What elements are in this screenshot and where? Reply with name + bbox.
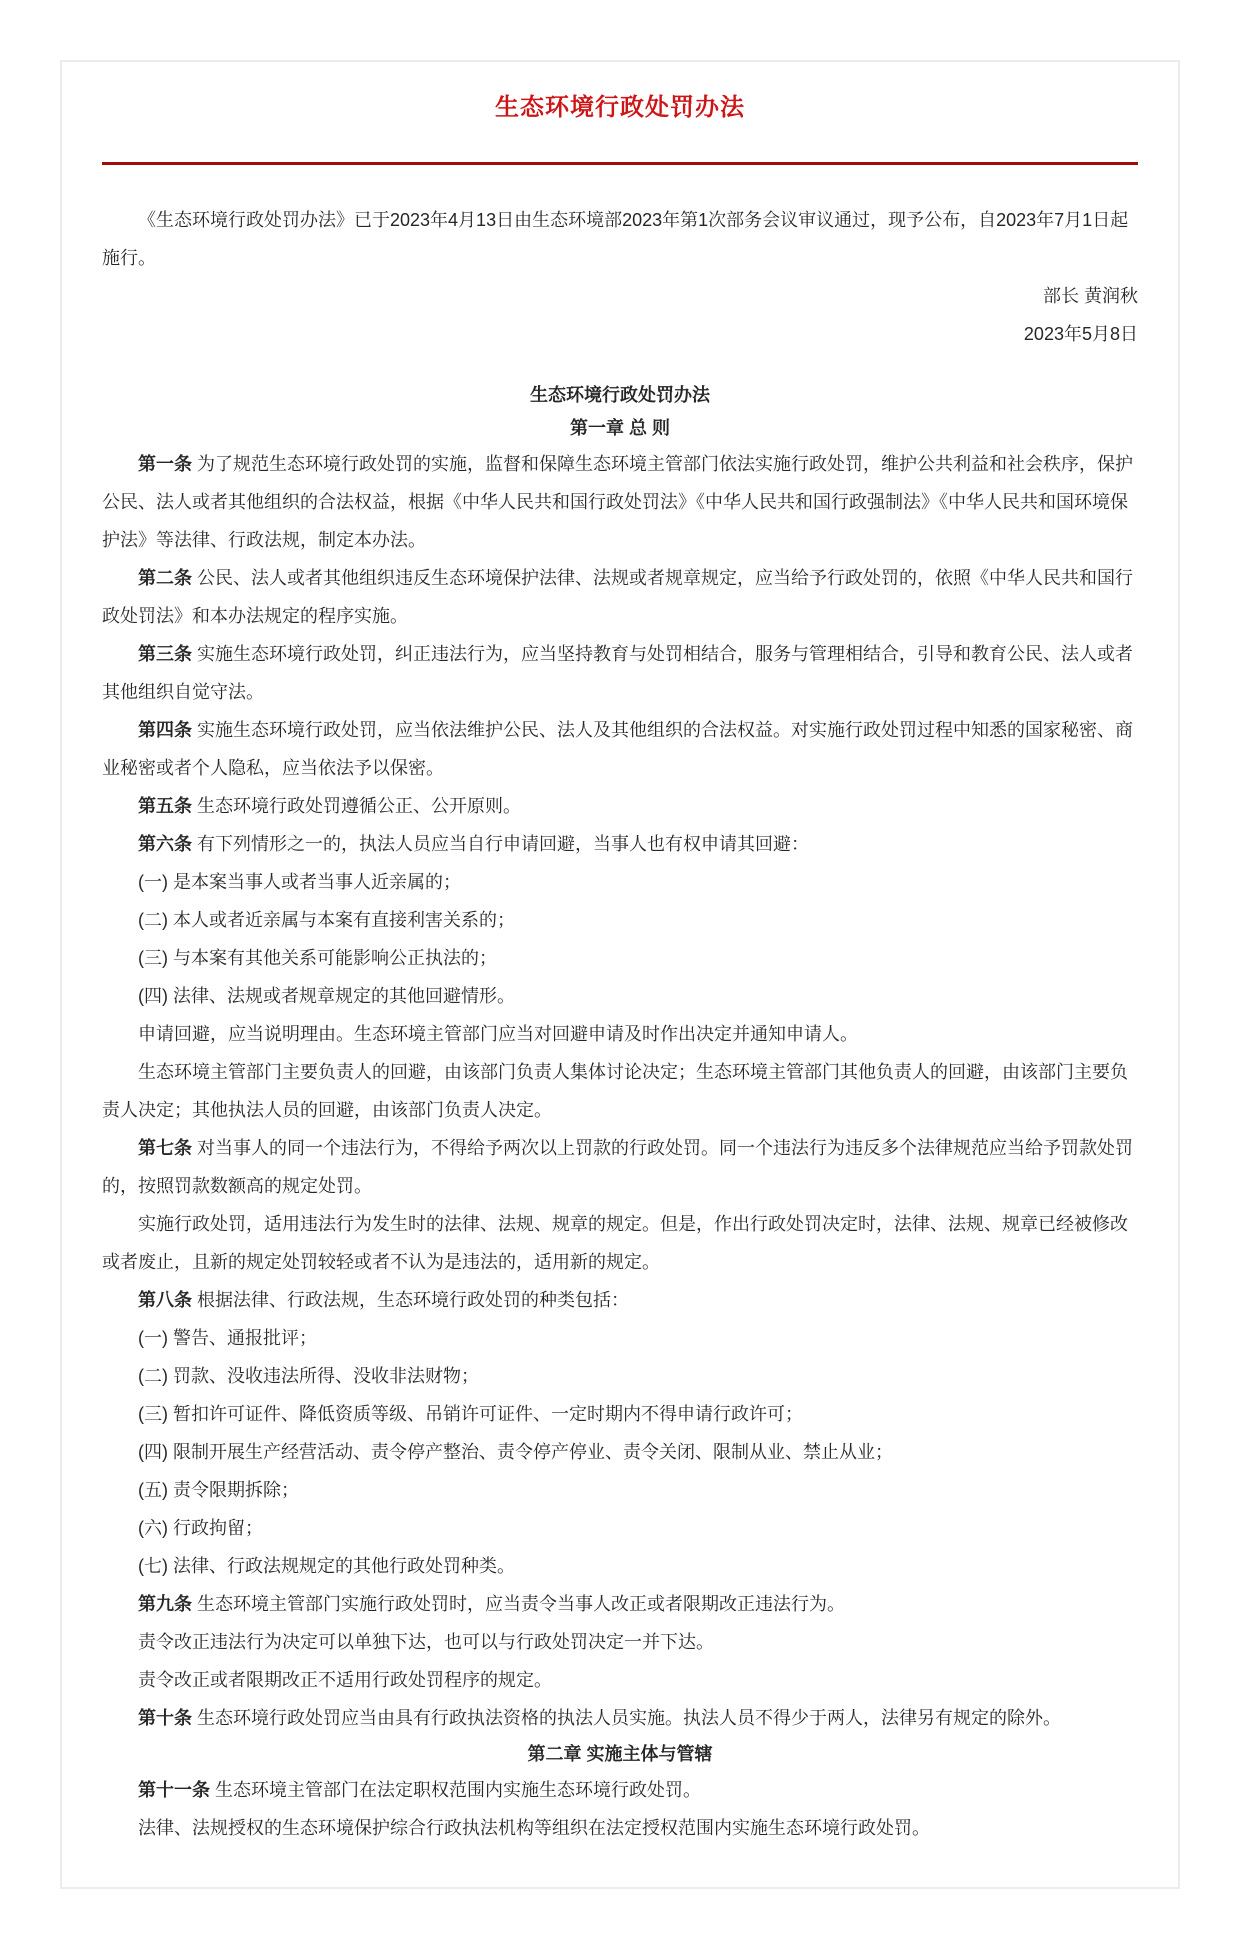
paragraph-text: (七) 法律、行政法规规定的其他行政处罚种类。 [138,1556,515,1576]
article-number: 第十条 [138,1708,192,1728]
article-number: 第三条 [138,644,192,664]
regulation-title: 生态环境行政处罚办法 [530,385,710,405]
paragraph [102,1661,1138,1699]
paragraph-text: 实施生态环境行政处罚，应当依法维护公民、法人及其他组织的合法权益。对实施行政处罚过程中知悉的国家秘密、商业秘密或者个人隐私，应当依法予以保密。 [102,720,1133,778]
paragraph-text: 根据法律、行政法规，生态环境行政处罚的种类包括： [192,1290,629,1310]
paragraph-text: 为了规范生态环境行政处罚的实施，监督和保障生态环境主管部门依法实施行政处罚，维护公共利益和社会秩序，保护公民、法人或者其他组织的合法权益，根据《中华人民共和国行政处罚法》《中华人民共和国行政强制法》《中华人民共和国环境保护法》等法律、行政法规，制定本办法。 [102,454,1133,550]
paragraph [102,977,1138,1015]
paragraph [102,445,1138,559]
paragraph [102,787,1138,825]
article-number: 第七条 [138,1138,192,1158]
paragraph [102,1281,1138,1319]
paragraph-text: 第一章 总 则 [569,418,670,438]
paragraph [102,1357,1138,1395]
paragraph [102,1509,1138,1547]
paragraph-text: 生态环境行政处罚遵循公正、公开原则。 [192,796,521,816]
paragraph-text: 生态环境主管部门在法定职权范围内实施生态环境行政处罚。 [210,1780,701,1800]
paragraph [102,1205,1138,1281]
announcement-paragraph: 《生态环境行政处罚办法》已于2023年4月13日由生态环境部2023年第1次部务会议审议通过，现予公布，自2023年7月1日起施行。 [102,210,1129,268]
paragraph [102,1471,1138,1509]
minister-signature: 部长 黄润秋 [1042,286,1138,306]
article-number: 第四条 [138,720,192,740]
paragraph-text: (二) 本人或者近亲属与本案有直接利害关系的； [138,910,515,930]
paragraph-text: 责令改正或者限期改正不适用行政处罚程序的规定。 [138,1670,552,1690]
paragraph [102,1053,1138,1129]
article-number: 第十一条 [138,1780,210,1800]
paragraph [102,901,1138,939]
paragraph-text: 公民、法人或者其他组织违反生态环境保护法律、法规或者规章规定，应当给予行政处罚的，依照《中华人民共和国行政处罚法》和本办法规定的程序实施。 [102,568,1133,626]
paragraph [102,1547,1138,1585]
paragraph [102,1015,1138,1053]
paragraph [102,1699,1138,1737]
paragraph [102,635,1138,711]
paragraph-text: 生态环境主管部门实施行政处罚时，应当责令当事人改正或者限期改正违法行为。 [192,1594,845,1614]
paragraph [102,711,1138,787]
article-number: 第五条 [138,796,192,816]
article-number: 第二条 [138,568,192,588]
paragraph-text: (一) 是本案当事人或者当事人近亲属的； [138,872,461,892]
publish-date: 2023年5月8日 [1023,324,1138,344]
paragraph-list [102,411,1138,1847]
paragraph [102,1809,1138,1847]
paragraph [102,559,1138,635]
paragraph [102,1623,1138,1661]
paragraph [102,1395,1138,1433]
paragraph [102,939,1138,977]
paragraph-text: 责令改正违法行为决定可以单独下达，也可以与行政处罚决定一并下达。 [138,1632,714,1652]
paragraph-text: 实施行政处罚，适用违法行为发生时的法律、法规、规章的规定。但是，作出行政处罚决定时，法律、法规、规章已经被修改或者废止，且新的规定处罚较轻或者不认为是违法的，适用新的规定。 [102,1214,1128,1272]
paragraph-text: (四) 限制开展生产经营活动、责令停产整治、责令停产停业、责令关闭、限制从业、禁止从业； [138,1442,893,1462]
paragraph-text: 法律、法规授权的生态环境保护综合行政执法机构等组织在法定授权范围内实施生态环境行政处罚。 [138,1818,930,1838]
article-number: 第一条 [138,454,192,474]
paragraph-text: 第二章 实施主体与管辖 [527,1744,713,1764]
document-page [60,60,1180,1889]
paragraph-text: (一) 警告、通报批评； [138,1328,317,1348]
paragraph-text: 生态环境行政处罚应当由具有行政执法资格的执法人员实施。执法人员不得少于两人，法律另有规定的除外。 [192,1708,1061,1728]
paragraph-text: 有下列情形之一的，执法人员应当自行申请回避，当事人也有权申请其回避： [192,834,809,854]
paragraph-text: (三) 与本案有其他关系可能影响公正执法的； [138,948,497,968]
paragraph-text: (二) 罚款、没收违法所得、没收非法财物； [138,1366,479,1386]
article-number: 第六条 [138,834,192,854]
paragraph [102,863,1138,901]
paragraph [102,411,1138,445]
paragraph [102,1319,1138,1357]
paragraph [102,1771,1138,1809]
title-divider [102,162,1138,165]
paragraph [102,1129,1138,1205]
paragraph-text: 申请回避，应当说明理由。生态环境主管部门应当对回避申请及时作出决定并通知申请人。 [138,1024,858,1044]
paragraph [102,1585,1138,1623]
paragraph-text: (五) 责令限期拆除； [138,1480,299,1500]
paragraph-text: (六) 行政拘留； [138,1518,263,1538]
article-number: 第九条 [138,1594,192,1614]
paragraph-text: 对当事人的同一个违法行为，不得给予两次以上罚款的行政处罚。同一个违法行为违反多个法律规范应当给予罚款处罚的，按照罚款数额高的规定处罚。 [102,1138,1133,1196]
paragraph-text: 生态环境主管部门主要负责人的回避，由该部门负责人集体讨论决定；生态环境主管部门其他负责人的回避，由该部门主要负责人决定；其他执法人员的回避，由该部门负责人决定。 [102,1062,1128,1120]
paragraph-text: (三) 暂扣许可证件、降低资质等级、吊销许可证件、一定时期内不得申请行政许可； [138,1404,803,1424]
paragraph [102,825,1138,863]
paragraph-text: (四) 法律、法规或者规章规定的其他回避情形。 [138,986,515,1006]
document-body [102,201,1138,1847]
paragraph [102,1433,1138,1471]
article-number: 第八条 [138,1290,192,1310]
paragraph [102,1737,1138,1771]
paragraph-text: 实施生态环境行政处罚，纠正违法行为，应当坚持教育与处罚相结合，服务与管理相结合，引导和教育公民、法人或者其他组织自觉守法。 [102,644,1133,702]
page-title: 生态环境行政处罚办法 [495,94,745,121]
